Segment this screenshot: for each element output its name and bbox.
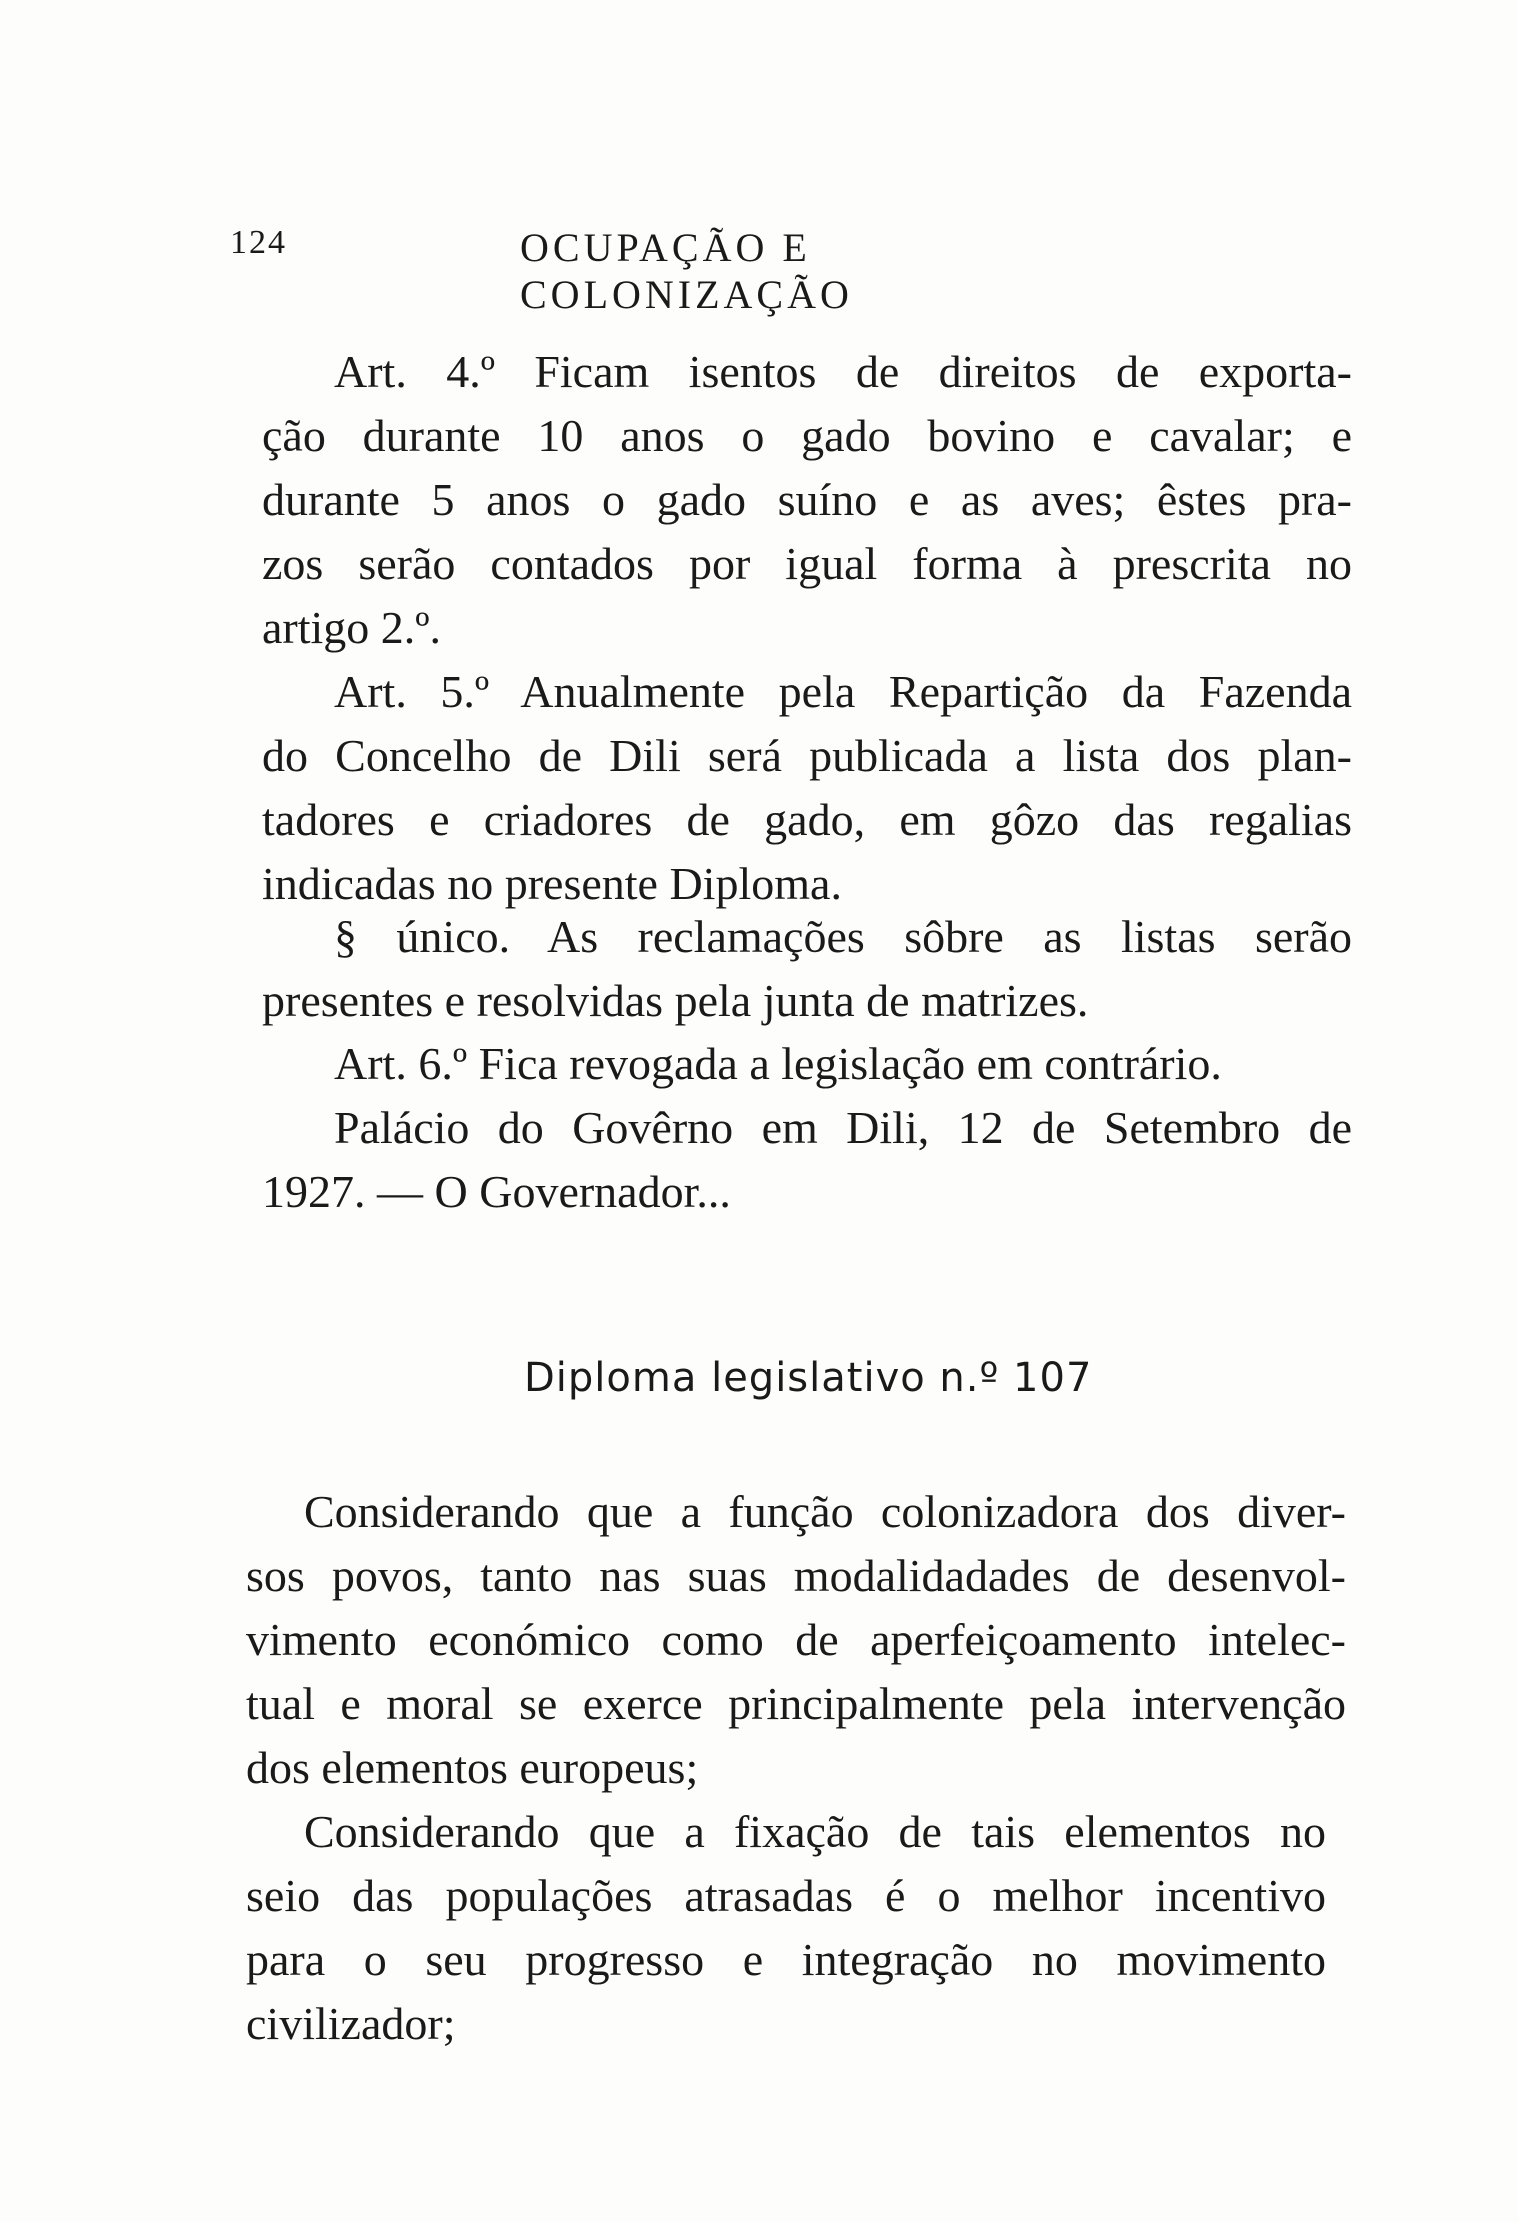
diploma-title: Diploma legislativo n.º 107 — [524, 1355, 1093, 1401]
text-line: Art. 6.º Fica revogada a legislação em contrário. — [334, 1038, 1222, 1089]
article-5 — [262, 660, 1352, 916]
text-line: § único. As reclamações sôbre as listas serão — [334, 911, 1352, 962]
text-line: civilizador; — [246, 1998, 456, 2049]
text-line: Considerando que a função colonizadora dos diver- — [304, 1486, 1346, 1537]
text-line: Art. 4.º Ficam isentos de direitos de exporta- — [334, 346, 1352, 397]
page-number: 124 — [230, 224, 287, 261]
considerando-1 — [246, 1480, 1346, 1800]
text-line: 1927. — O Governador... — [262, 1166, 731, 1217]
text-line: indicadas no presente Diploma. — [262, 858, 842, 909]
text-line: presentes e resolvidas pela junta de matrizes. — [262, 975, 1089, 1026]
considerando-2 — [246, 1800, 1326, 2056]
text-line: Considerando que a fixação de tais elementos no — [304, 1806, 1326, 1857]
text-line: seio das populações atrasadas é o melhor incentivo — [246, 1870, 1326, 1921]
text-line: vimento económico como de aperfeiçoamento intelec- — [246, 1614, 1346, 1665]
text-line: ção durante 10 anos o gado bovino e cavalar; e — [262, 410, 1352, 461]
text-line: durante 5 anos o gado suíno e as aves; êstes pra- — [262, 474, 1352, 525]
text-line: Palácio do Govêrno em Dili, 12 de Setembro de — [334, 1102, 1352, 1153]
paragrafo-unico — [262, 905, 1352, 1033]
running-title: OCUPAÇÃO E COLONIZAÇÃO — [520, 225, 853, 317]
text-line: artigo 2.º. — [262, 602, 442, 653]
text-line: do Concelho de Dili será publicada a lista dos plan- — [262, 730, 1352, 781]
page-header — [230, 224, 1130, 317]
text-line: Art. 5.º Anualmente pela Repartição da Fazenda — [334, 666, 1352, 717]
text-line: sos povos, tanto nas suas modalidadades de desenvol- — [246, 1550, 1346, 1601]
article-6 — [262, 1032, 1352, 1224]
text-line: zos serão contados por igual forma à prescrita no — [262, 538, 1352, 589]
text-line: tadores e criadores de gado, em gôzo das regalias — [262, 794, 1352, 845]
article-4 — [262, 340, 1352, 660]
text-line: para o seu progresso e integração no movimento — [246, 1934, 1326, 1985]
text-line: tual e moral se exerce principalmente pela intervenção — [246, 1678, 1346, 1729]
text-line: dos elementos europeus; — [246, 1742, 699, 1793]
